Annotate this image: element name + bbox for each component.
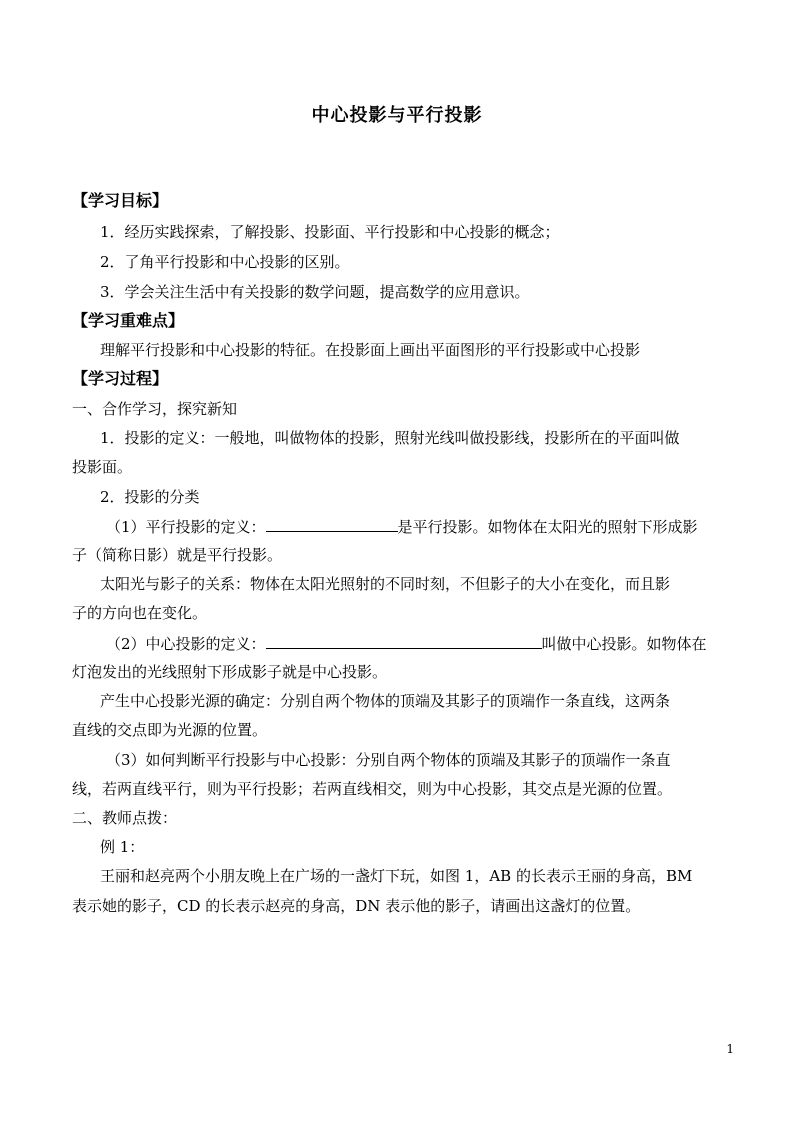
key-points-text: 理解平行投影和中心投影的特征。在投影面上画出平面图形的平行投影或中心投影 xyxy=(100,341,641,359)
objective-item-1: 1．经历实践探索，了解投影、投影面、平行投影和中心投影的概念； xyxy=(100,223,560,241)
parallel-definition-prefix: （1）平行投影的定义： xyxy=(106,518,266,536)
classification-title: 2．投影的分类 xyxy=(100,488,200,506)
light-source-line1: 产生中心投影光源的确定：分别自两个物体的顶端及其影子的顶端作一条直线，这两条 xyxy=(100,692,671,710)
sun-shadow-line2: 子的方向也在变化。 xyxy=(72,604,208,622)
objective-item-3: 3．学会关注生活中有关投影的数学问题，提高数学的应用意识。 xyxy=(100,283,530,301)
central-definition-blank[interactable] xyxy=(266,633,542,649)
parallel-definition-suffix: 是平行投影。如物体在太阳光的照射下形成影 xyxy=(397,518,698,536)
central-definition-prefix: （2）中心投影的定义： xyxy=(106,635,266,653)
light-source-line2: 直线的交点即为光源的位置。 xyxy=(72,721,268,739)
projection-definition-line2: 投影面。 xyxy=(72,458,133,476)
page-title: 中心投影与平行投影 xyxy=(311,105,483,126)
central-definition-line2: 灯泡发出的光线照射下形成影子就是中心投影。 xyxy=(72,663,388,681)
parallel-definition-line2: 子（简称日影）就是平行投影。 xyxy=(72,546,283,564)
objective-item-2: 2．了角平行投影和中心投影的区别。 xyxy=(100,253,350,271)
example-label: 例 1： xyxy=(100,838,145,856)
objectives-heading: 【学习目标】 xyxy=(72,191,169,210)
central-definition-suffix: 叫做中心投影。如物体在 xyxy=(541,635,707,653)
sun-shadow-line1: 太阳光与影子的关系：物体在太阳光照射的不同时刻，不但影子的大小在变化，而且影 xyxy=(100,575,671,593)
parallel-definition-line1 xyxy=(106,516,766,537)
projection-definition-line1: 1．投影的定义：一般地，叫做物体的投影，照射光线叫做投影线，投影所在的平面叫做 xyxy=(100,429,680,447)
judge-projection-line2: 线，若两直线平行，则为平行投影；若两直线相交，则为中心投影，其交点是光源的位置。 xyxy=(72,780,673,798)
key-points-heading: 【学习重难点】 xyxy=(72,311,185,330)
section1-title: 一、合作学习，探究新知 xyxy=(72,400,238,418)
central-definition-line1 xyxy=(106,633,766,654)
example-text-line1: 王丽和赵亮两个小朋友晚上在广场的一盏灯下玩，如图 1，AB 的长表示王丽的身高，BM xyxy=(100,867,693,885)
judge-projection-line1: （3）如何判断平行投影与中心投影：分别自两个物体的顶端及其影子的顶端作一条直 xyxy=(106,751,671,769)
parallel-definition-blank[interactable] xyxy=(266,516,398,532)
page-number: 1 xyxy=(726,1042,734,1056)
process-heading: 【学习过程】 xyxy=(72,369,169,388)
example-text-line2: 表示她的影子，CD 的长表示赵亮的身高，DN 表示他的影子，请画出这盏灯的位置。 xyxy=(72,897,641,915)
section2-title: 二、教师点拨： xyxy=(72,809,178,827)
